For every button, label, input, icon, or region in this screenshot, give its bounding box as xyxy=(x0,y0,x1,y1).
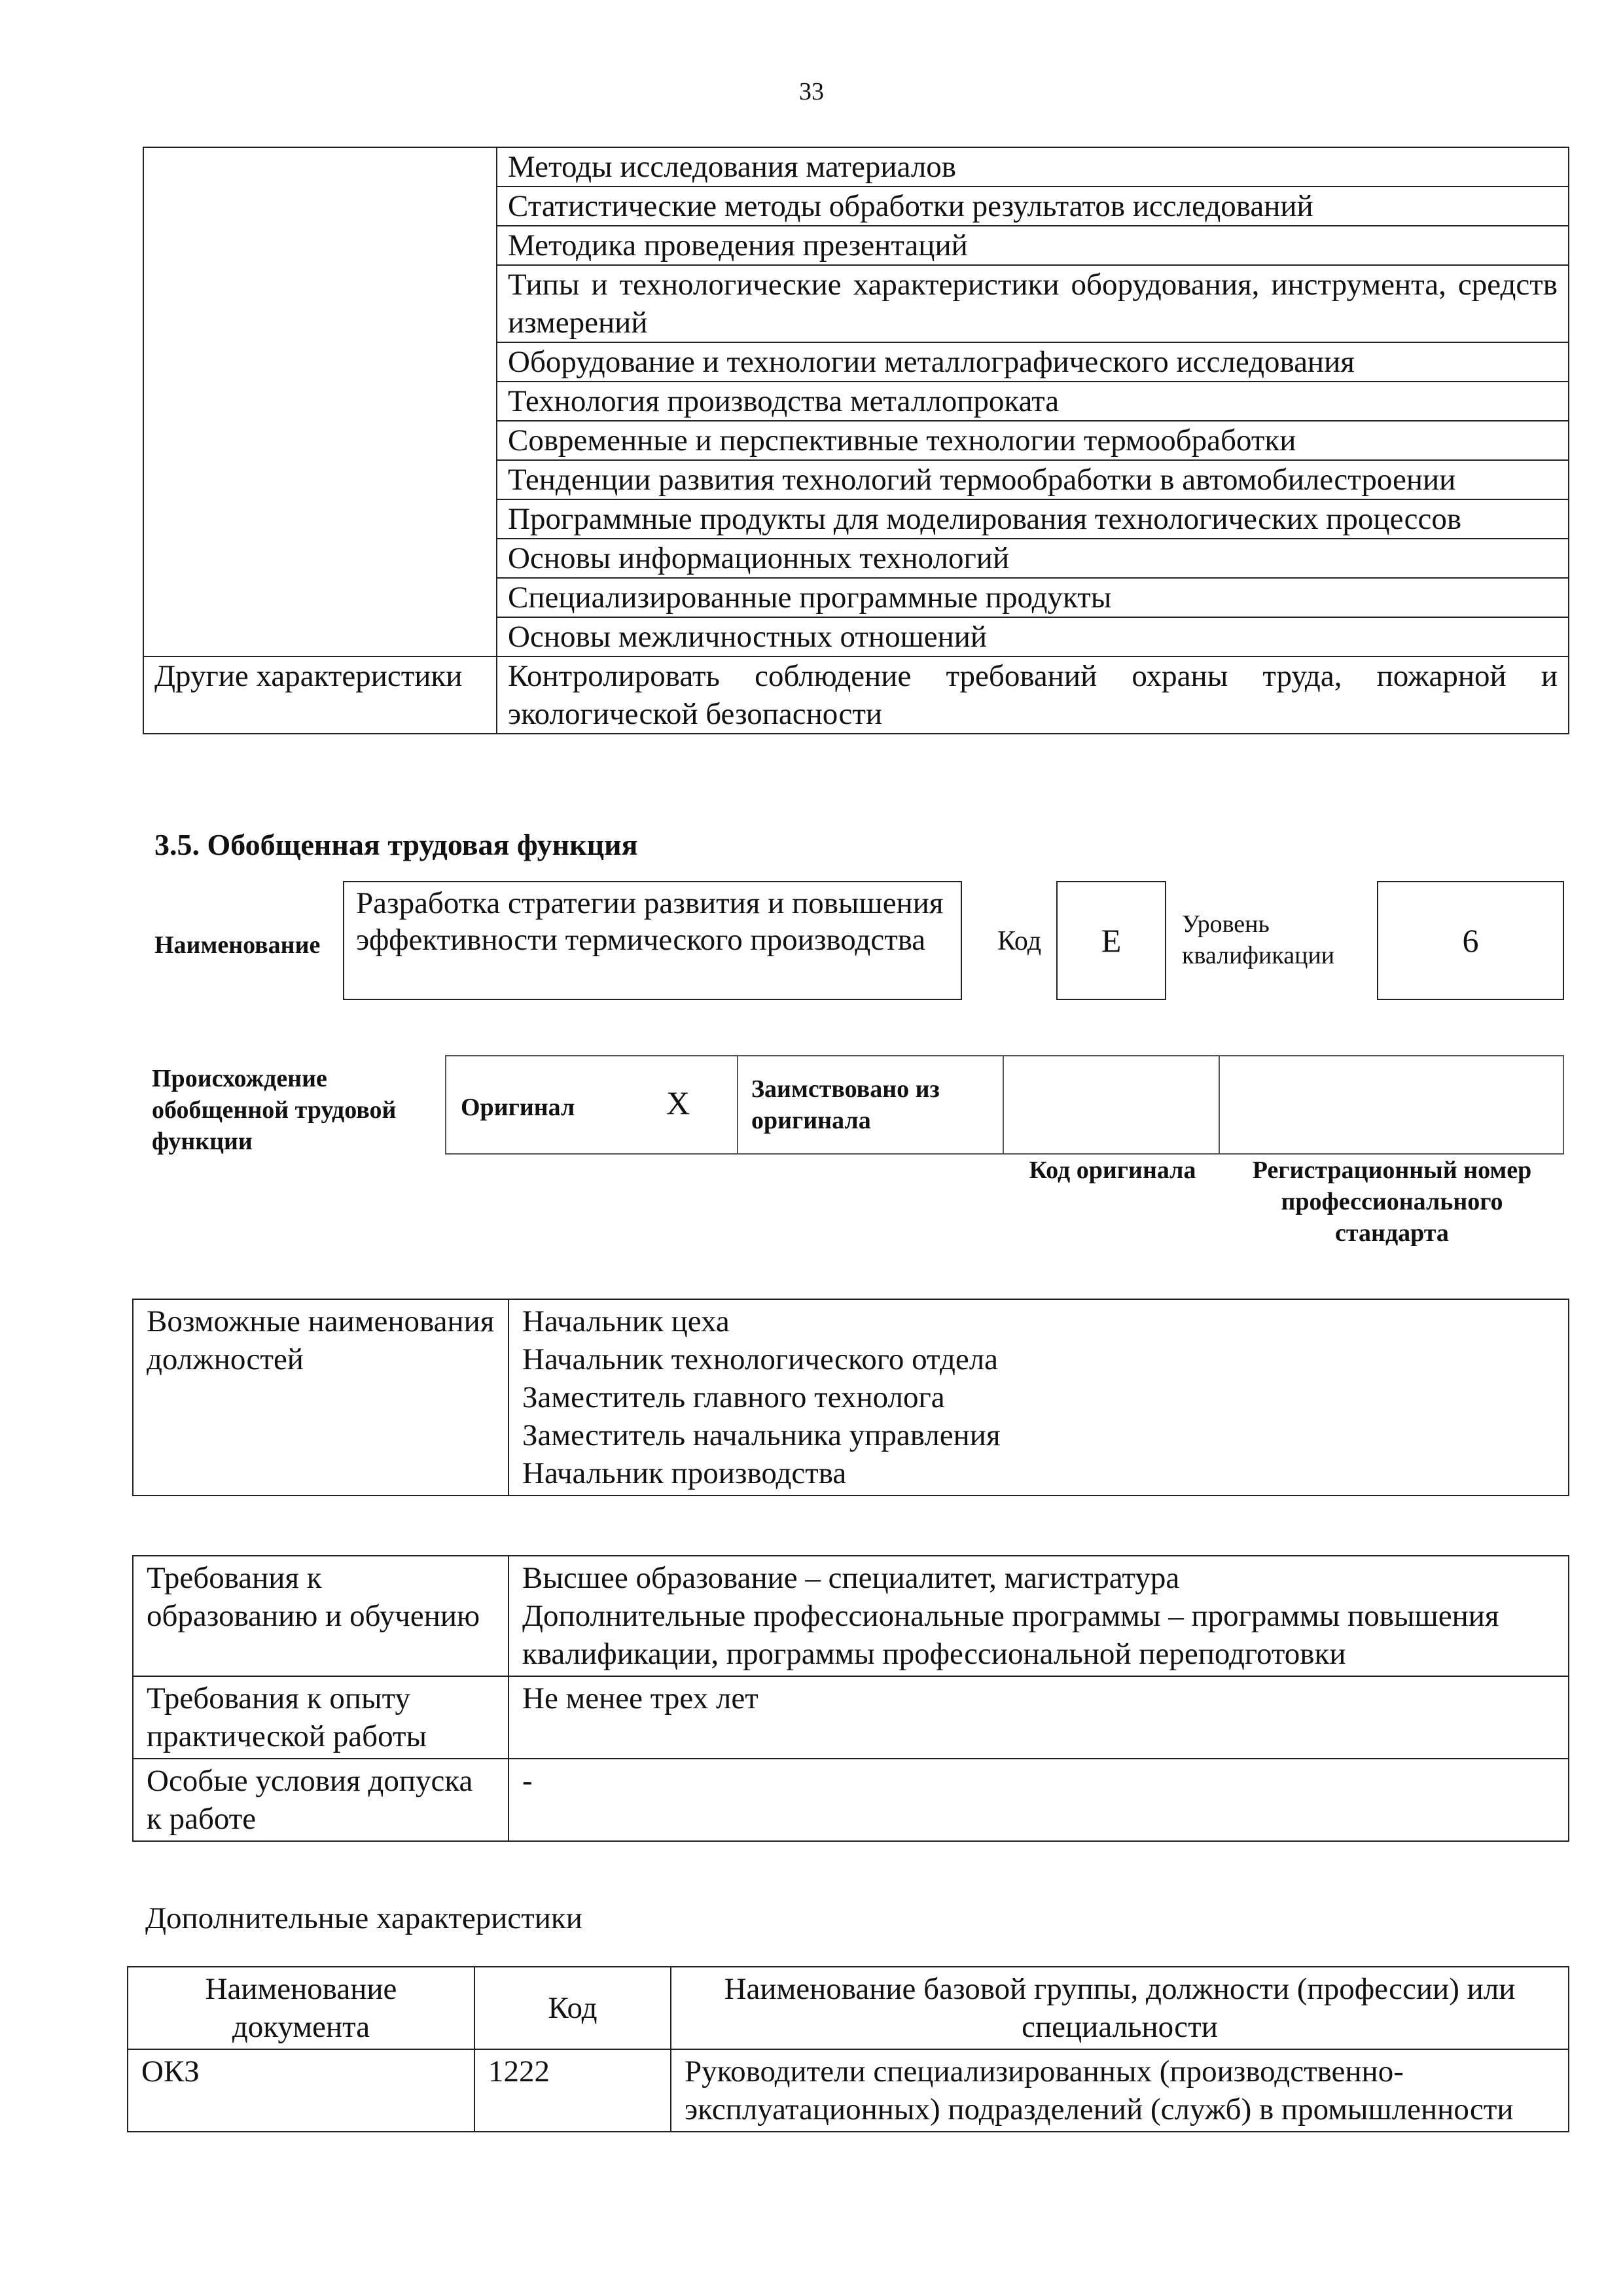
education-line: Дополнительные профессиональные программы – программы повышения квалификации, программы профессиональной переподготовки xyxy=(522,1599,1499,1671)
requirements-table xyxy=(132,1555,1569,1842)
row-code: 1222 xyxy=(474,2049,671,2132)
original-label: Оригинал xyxy=(461,1094,575,1121)
other-characteristics-value: Контролировать соблюдение требований охраны труда, пожарной и экологической безопасности xyxy=(497,656,1569,734)
positions-list xyxy=(508,1299,1569,1496)
code-value-box: E xyxy=(1056,881,1166,1000)
row-name: Руководители специализированных (производственно-эксплуатационных) подразделений (служб) в промышленности xyxy=(671,2049,1569,2132)
other-characteristics-label: Другие характеристики xyxy=(143,656,497,734)
position-item: Заместитель начальника управления xyxy=(522,1418,1001,1452)
experience-label: Требования к опыту практической работы xyxy=(133,1676,508,1759)
additional-title: Дополнительные характеристики xyxy=(145,1901,582,1935)
code-label: Код xyxy=(997,926,1042,956)
knowledge-table xyxy=(143,147,1569,734)
positions-label: Возможные наименования должностей xyxy=(133,1299,508,1496)
section-title: 3.5. Обобщенная трудовая функция xyxy=(154,828,638,861)
code-original-label: Код оригинала xyxy=(1029,1157,1196,1184)
knowledge-label-cell xyxy=(143,147,497,656)
position-item: Начальник производства xyxy=(522,1456,847,1490)
special-conditions-label: Особые условия допуска к работе xyxy=(133,1759,508,1841)
knowledge-item: Программные продукты для моделирования технологических процессов xyxy=(497,499,1569,539)
header-name: Наименование базовой группы, должности (профессии) или специальности xyxy=(671,1967,1569,2049)
knowledge-item: Основы межличностных отношений xyxy=(497,617,1569,656)
name-label: Наименование xyxy=(154,931,321,959)
knowledge-item: Современные и перспективные технологии термообработки xyxy=(497,421,1569,460)
additional-table xyxy=(127,1966,1569,2132)
page-number: 33 xyxy=(799,78,824,105)
positions-table xyxy=(132,1299,1569,1496)
level-label: Уровень квалификации xyxy=(1182,910,1335,969)
reg-number-label: Регистрационный номер профессионального стандарта xyxy=(1252,1157,1532,1247)
knowledge-item: Технология производства металлопроката xyxy=(497,382,1569,421)
knowledge-item: Тенденции развития технологий термообработки в автомобилестроении xyxy=(497,460,1569,499)
knowledge-item: Типы и технологические характеристики оборудования, инструмента, средств измерений xyxy=(497,265,1569,342)
borrowed-label: Заимствовано из оригинала xyxy=(751,1075,940,1134)
experience-value: Не менее трех лет xyxy=(508,1676,1569,1759)
knowledge-item: Методика проведения презентаций xyxy=(497,226,1569,265)
knowledge-item: Основы информационных технологий xyxy=(497,539,1569,578)
education-line: Высшее образование – специалитет, магистратура xyxy=(522,1561,1180,1595)
knowledge-item: Методы исследования материалов xyxy=(497,147,1569,187)
code-original-cell xyxy=(1003,1055,1220,1155)
position-item: Начальник технологического отдела xyxy=(522,1342,999,1376)
row-doc: ОКЗ xyxy=(128,2049,474,2132)
education-value xyxy=(508,1556,1569,1676)
knowledge-item: Специализированные программные продукты xyxy=(497,578,1569,617)
knowledge-item: Оборудование и технологии металлографического исследования xyxy=(497,342,1569,382)
function-name-box: Разработка стратегии развития и повышения эффективности термического производства xyxy=(343,881,962,1000)
education-label: Требования к образованию и обучению xyxy=(133,1556,508,1676)
origin-label: Происхождение обобщенной трудовой функции xyxy=(152,1065,397,1155)
position-item: Начальник цеха xyxy=(522,1304,730,1338)
position-item: Заместитель главного технолога xyxy=(522,1380,945,1414)
knowledge-item: Статистические методы обработки результатов исследований xyxy=(497,187,1569,226)
header-code: Код xyxy=(474,1967,671,2049)
level-value-box: 6 xyxy=(1377,881,1564,1000)
original-mark: X xyxy=(666,1085,690,1121)
header-doc: Наименование документа xyxy=(128,1967,474,2049)
special-conditions-value: - xyxy=(508,1759,1569,1841)
